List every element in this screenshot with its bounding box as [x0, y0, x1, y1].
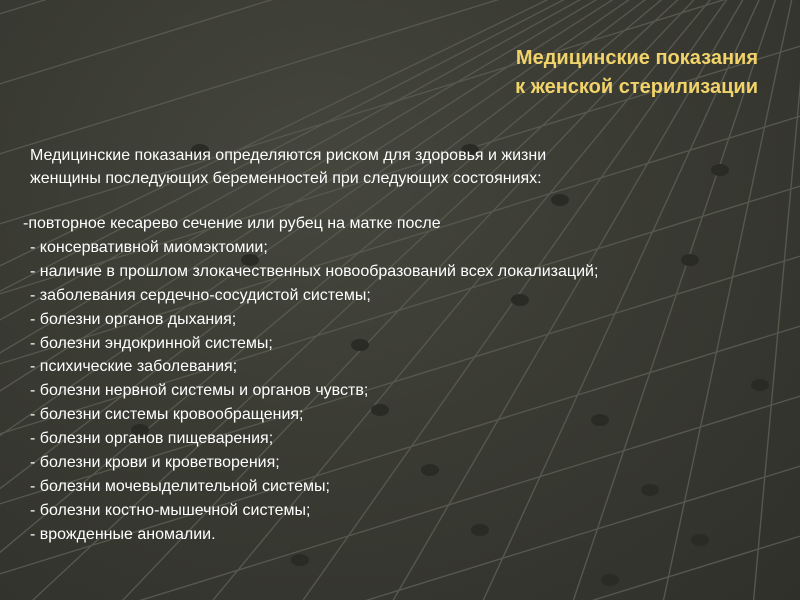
list-item: - болезни мочевыделительной системы;: [30, 477, 330, 495]
list-item: - болезни системы кровообращения;: [30, 406, 304, 424]
list-item: - болезни эндокринной системы;: [30, 334, 273, 352]
slide-title: [338, 44, 758, 102]
list-item: -повторное кесарево сечение или рубец на матке после: [23, 215, 441, 232]
intro-line-2: женщины последующих беременностей при следующих состояниях:: [30, 170, 542, 187]
grid-dot: [291, 554, 309, 566]
list-item: - болезни нервной системы и органов чувств;: [30, 382, 369, 400]
indications-list: [23, 212, 763, 547]
grid-line: [0, 0, 800, 20]
intro-paragraph: [30, 144, 730, 190]
list-item: - наличие в прошлом злокачественных новообразований всех локализаций;: [30, 262, 599, 280]
intro-line-1: Медицинские показания определяются риском для здоровья и жизни: [30, 147, 547, 164]
list-item: - болезни органов пищеварения;: [30, 430, 274, 448]
list-item: - болезни крови и кроветворения;: [30, 454, 280, 472]
title-line-1: Медицинские показания: [515, 47, 758, 69]
list-item: - болезни органов дыхания;: [30, 310, 237, 328]
title-line-2: к женской стерилизации: [515, 76, 758, 98]
list-item: - болезни костно-мышечной системы;: [30, 501, 311, 519]
list-item: - психические заболевания;: [30, 358, 238, 376]
grid-dot: [601, 574, 619, 586]
list-item: - консервативной миомэктомии;: [30, 238, 268, 256]
list-item: - заболевания сердечно-сосудистой системы;: [30, 286, 371, 304]
list-item: - врожденные аномалии.: [30, 525, 216, 543]
grid-dot: [551, 194, 569, 206]
grid-line: [0, 0, 800, 230]
